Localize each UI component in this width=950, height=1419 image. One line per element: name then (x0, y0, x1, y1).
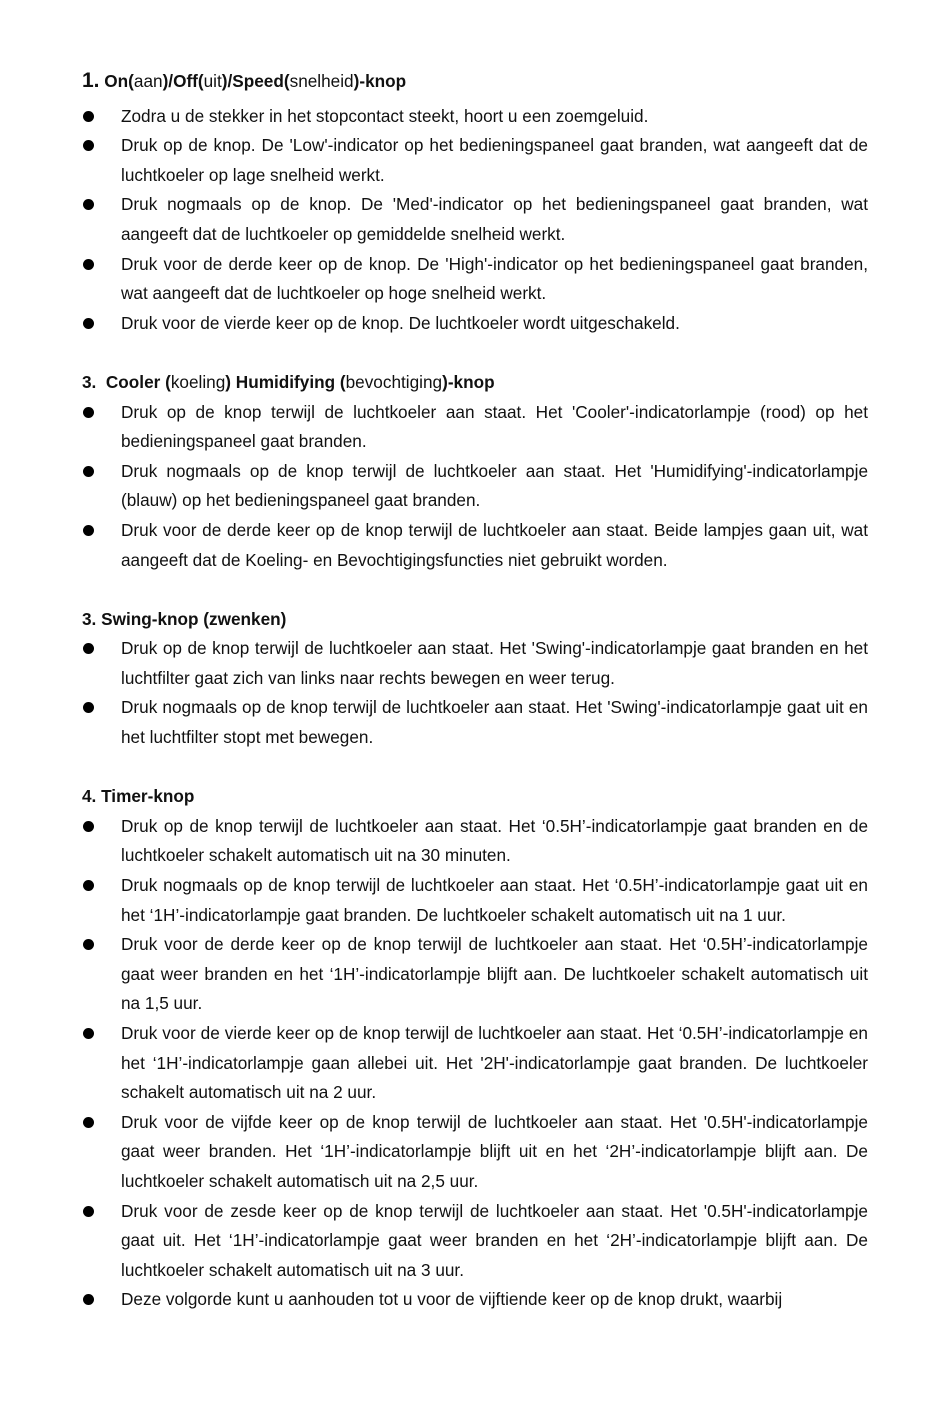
list-item-text: Druk nogmaals op de knop terwijl de luchtkoeler aan staat. Het ‘0.5H’-indicatorlampje gaat uit en het ‘1H’-indicatorlampje gaat branden. De luchtkoeler schakelt automatisch uit na 1 uur. (121, 875, 868, 925)
list-item-text: Druk op de knop terwijl de luchtkoeler aan staat. Het 'Cooler'-indicatorlampje (rood) op het bedieningspaneel gaat branden. (121, 401, 868, 452)
list-item (82, 693, 868, 752)
list-item-text: Druk voor de derde keer op de knop terwijl de luchtkoeler aan staat. Beide lampjes gaan uit, wat aangeeft dat de Koeling- en Bevochtigingsfuncties niet gebruikt worden. (121, 519, 868, 570)
list-item-text: Druk op de knop terwijl de luchtkoeler aan staat. Het 'Swing'-indicatorlampje gaat branden en het luchtfilter gaat zich van links naar rechts bewegen en weer terug. (121, 638, 868, 688)
list-item (82, 309, 868, 339)
bullet-list (82, 398, 868, 576)
bullet-icon (83, 525, 94, 536)
list-item (82, 1197, 868, 1286)
heading-part: )-knop (353, 71, 407, 91)
list-item-text: Druk op de knop. De 'Low'-indicator op het bedieningspaneel gaat branden, wat aangeeft dat de luchtkoeler op lage snelheid werkt. (121, 135, 868, 185)
heading-part: koeling (170, 371, 226, 392)
bullet-icon (83, 1028, 94, 1039)
bullet-icon (83, 880, 94, 891)
bullet-icon (83, 643, 94, 654)
bullet-icon (83, 1117, 94, 1128)
section-timer (82, 782, 868, 1315)
heading-part: Timer-knop (96, 786, 195, 807)
bullet-icon (83, 199, 94, 210)
list-item-text: Druk op de knop terwijl de luchtkoeler aan staat. Het ‘0.5H’-indicatorlampje gaat branden en de luchtkoeler schakelt automatisch uit na 30 minuten. (121, 815, 868, 866)
heading-part: Cooler ( (96, 371, 171, 392)
list-item-text: Druk nogmaals op de knop terwijl de luchtkoeler aan staat. Het 'Humidifying'-indicatorlampje (blauw) op het bedieningspaneel gaat branden. (121, 460, 868, 511)
list-item (82, 190, 868, 249)
bullet-icon (83, 259, 94, 270)
list-item-text: Druk voor de derde keer op de knop. De 'High'-indicator op het bedieningspaneel gaat branden, wat aangeeft dat de luchtkoeler op hoge snelheid werkt. (121, 253, 868, 304)
bullet-icon (83, 407, 94, 418)
section-heading (82, 368, 868, 398)
section-heading (82, 66, 868, 97)
bullet-icon (83, 939, 94, 950)
list-item (82, 131, 868, 190)
list-item-text: Druk nogmaals op de knop terwijl de luchtkoeler aan staat. Het 'Swing'-indicatorlampje gaat uit en het luchtfilter stopt met bewegen. (121, 697, 868, 748)
list-item (82, 102, 868, 132)
section-number: 4. (82, 786, 97, 807)
heading-part: )-knop (442, 371, 495, 392)
list-item (82, 812, 868, 871)
list-item (82, 634, 868, 693)
bullet-icon (83, 111, 94, 122)
bullet-icon (83, 1206, 94, 1217)
document-page (82, 66, 868, 1345)
section-number: 1. (82, 69, 100, 92)
bullet-icon (83, 318, 94, 329)
list-item (82, 1019, 868, 1108)
list-item (82, 457, 868, 516)
list-item-text: Druk voor de zesde keer op de knop terwijl de luchtkoeler aan staat. Het '0.5H'-indicatorlampje gaat uit. Het ‘1H’-indicatorlampje gaat weer branden en het ‘2H’-indicatorlampje blijft aan. De luchtkoeler schakelt automatisch uit na 3 uur. (121, 1200, 868, 1280)
list-item (82, 1108, 868, 1197)
list-item-text: Druk voor de vijfde keer op de knop terwijl de luchtkoeler aan staat. Het '0.5H'-indicatorlampje gaat weer branden. Het ‘1H’-indicatorlampje blijft uit en het ‘2H’-indicatorlampje blijft aan. De luchtkoeler schakelt automatisch uit na 2,5 uur. (121, 1111, 868, 1191)
list-item (82, 516, 868, 575)
list-item (82, 398, 868, 457)
section-number: 3. (82, 608, 97, 629)
section-heading (82, 782, 868, 812)
heading-part: ) Humidifying ( (225, 371, 346, 392)
list-item (82, 930, 868, 1019)
list-item-text: Druk voor de derde keer op de knop terwijl de luchtkoeler aan staat. Het ‘0.5H’-indicatorlampje gaat weer branden en het ‘1H’-indicatorlampje blijft aan. De luchtkoeler schakelt automatisch uit na 1,5 uur. (121, 934, 868, 1014)
section-swing (82, 605, 868, 753)
list-item-text: Druk nogmaals op de knop. De 'Med'-indicator op het bedieningspaneel gaat branden, wat aangeeft dat de luchtkoeler op gemiddelde snelheid werkt. (121, 194, 868, 244)
bullet-list (82, 812, 868, 1315)
section-cooler-humidifying (82, 368, 868, 575)
section-on-off-speed (82, 66, 868, 338)
heading-part: bevochtiging (345, 371, 443, 392)
list-item (82, 1285, 868, 1315)
list-item (82, 250, 868, 309)
bullet-icon (83, 140, 94, 151)
bullet-icon (83, 702, 94, 713)
list-item (82, 871, 868, 930)
heading-part: snelheid (289, 71, 354, 91)
section-heading (82, 605, 868, 635)
list-item-text: Deze volgorde kunt u aanhouden tot u voor de vijftiende keer op de knop drukt, waarbij (121, 1289, 783, 1310)
bullet-icon (83, 1294, 94, 1305)
bullet-list (82, 102, 868, 339)
list-item-text: Druk voor de vierde keer op de knop. De luchtkoeler wordt uitgeschakeld. (121, 312, 680, 333)
list-item-text: Druk voor de vierde keer op de knop terwijl de luchtkoeler aan staat. Het ‘0.5H’-indicatorlampje en het ‘1H’-indicatorlampje gaan allebei uit. Het '2H'-indicatorlampje gaat branden. De luchtkoeler schakelt automatisch uit na 2 uur. (121, 1023, 868, 1103)
section-number: 3. (82, 371, 97, 392)
heading-part: Swing-knop (zwenken) (96, 608, 287, 629)
list-item-text: Zodra u de stekker in het stopcontact steekt, hoort u een zoemgeluid. (121, 105, 649, 126)
heading-part: uit (203, 71, 222, 91)
heading-part: aan (133, 71, 163, 91)
heading-part: On( (99, 71, 134, 91)
heading-part: )/Speed( (221, 71, 290, 91)
bullet-icon (83, 466, 94, 477)
bullet-icon (83, 821, 94, 832)
bullet-list (82, 634, 868, 752)
heading-part: )/Off( (162, 71, 204, 91)
